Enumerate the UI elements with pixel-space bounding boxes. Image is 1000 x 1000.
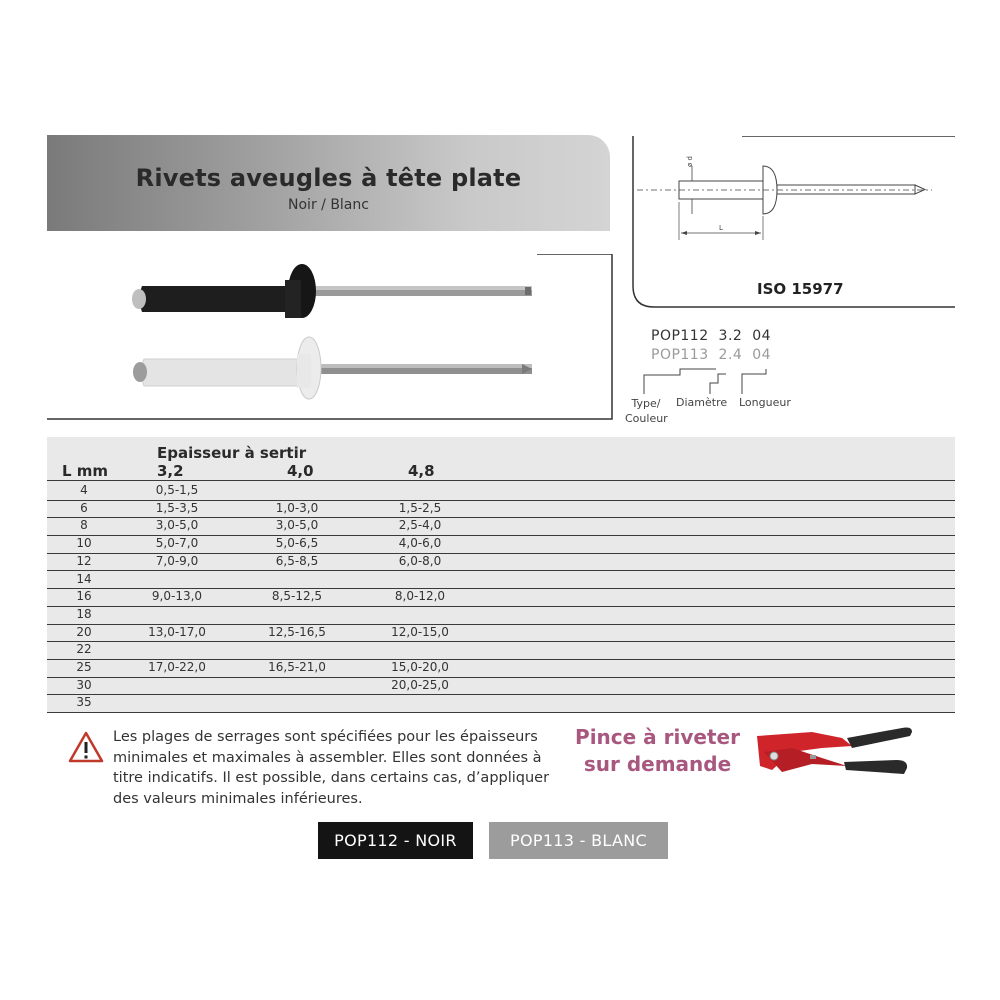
table-cell-4-8: 6,0-8,0 — [398, 553, 442, 568]
iso-dim-d: ø d — [686, 156, 694, 167]
table-cell-3-2: 0,5-1,5 — [155, 483, 199, 497]
table-cell-length: 20 — [76, 624, 92, 639]
table-cell-length: 16 — [76, 589, 92, 604]
pop112-noir-button[interactable]: POP112 - NOIR — [318, 822, 473, 859]
table-col-l: L mm — [62, 462, 109, 480]
table-cell-3-2: 1,5-3,5 — [155, 500, 199, 515]
table-cell-4-0: 12,5-16,5 — [268, 624, 326, 639]
table-cell-length: 8 — [80, 518, 88, 533]
table-cell-length: 12 — [76, 553, 92, 568]
table-cell-4-0: 6,5-8,5 — [275, 553, 319, 568]
pince-label — [565, 724, 750, 778]
rivet-pliers-image — [752, 722, 917, 784]
table-cell-length: 10 — [76, 536, 92, 551]
table-cell-4-0: 5,0-6,5 — [275, 536, 319, 551]
legend-diametre: Diamètre — [676, 396, 728, 409]
table-header-divider — [47, 480, 955, 481]
table-row — [47, 517, 955, 536]
table-row — [47, 694, 955, 713]
table-cell-length: 25 — [76, 660, 92, 674]
page-subtitle: Noir / Blanc — [288, 197, 369, 213]
table-row — [47, 606, 955, 625]
table-row — [47, 482, 955, 501]
ref-code-line1 — [651, 328, 771, 344]
table-cell-4-0: 1,0-3,0 — [275, 500, 319, 515]
table-cell-length: 14 — [76, 571, 92, 586]
legend-type-label-1: Type/ — [631, 397, 661, 410]
ref-len-1: 04 — [752, 328, 772, 344]
page-title: Rivets aveugles à tête plate — [135, 164, 522, 192]
table-group-header: Epaisseur à sertir — [157, 444, 307, 462]
table-col-4-8: 4,8 — [408, 462, 435, 480]
table-cell-4-8: 1,5-2,5 — [398, 500, 442, 515]
ref-code-line2 — [651, 347, 771, 363]
table-cell-3-2: 13,0-17,0 — [148, 624, 206, 639]
table-cell-length: 18 — [76, 606, 92, 621]
ref-diam-1: 3.2 — [718, 328, 743, 344]
legend-type-label-2: Couleur — [625, 412, 668, 425]
ref-diam-2: 2.4 — [718, 347, 743, 363]
pince-line1: Pince à riveter — [575, 725, 740, 749]
table-cell-length: 6 — [80, 500, 88, 515]
pince-line2: sur demande — [583, 752, 732, 776]
table-cell-4-8: 4,0-6,0 — [398, 536, 442, 551]
table-cell-4-8: 20,0-25,0 — [391, 677, 449, 692]
table-row — [47, 588, 955, 607]
table-cell-length: 30 — [76, 677, 92, 692]
table-row — [47, 624, 955, 643]
pop113-blanc-button[interactable]: POP113 - BLANC — [489, 822, 668, 859]
table-cell-length: 22 — [76, 642, 92, 657]
warning-text: Les plages de serrages sont spécifiées pour les épaisseurs minimales et maximales à assembler. Elles sont données à titre indicatifs. Il est possible, dans certains cas, d’appliquer des valeurs minimales inférieures. — [113, 729, 550, 807]
ref-brackets — [640, 366, 780, 396]
table-row — [47, 500, 955, 519]
iso-label: ISO 15977 — [757, 280, 844, 298]
legend-longueur: Longueur — [739, 396, 791, 409]
table-cell-4-8: 15,0-20,0 — [391, 660, 449, 674]
ref-type-2: POP113 — [651, 347, 709, 363]
table-row — [47, 535, 955, 554]
black-rivet-image — [132, 264, 532, 318]
table-col-3-2: 3,2 — [157, 462, 184, 480]
table-cell-4-0: 8,5-12,5 — [271, 589, 323, 604]
ref-type-1: POP112 — [651, 328, 709, 344]
table-cell-4-8: 2,5-4,0 — [398, 518, 442, 533]
table-cell-3-2: 3,0-5,0 — [155, 518, 199, 533]
white-rivet-image — [133, 337, 532, 399]
legend-type — [625, 396, 667, 426]
table-cell-4-8: 12,0-15,0 — [391, 624, 449, 639]
ref-len-2: 04 — [752, 347, 772, 363]
table-cell-length: 35 — [76, 695, 92, 710]
table-cell-4-0: 16,5-21,0 — [268, 660, 326, 674]
table-row — [47, 553, 955, 572]
rivet-photo — [47, 254, 613, 420]
table-cell-3-2: 7,0-9,0 — [155, 553, 199, 568]
table-row — [47, 659, 955, 678]
iso-dim-l: L — [719, 224, 723, 232]
table-cell-3-2: 5,0-7,0 — [155, 536, 199, 551]
table-row — [47, 571, 955, 590]
table-row — [47, 677, 955, 696]
table-col-4-0: 4,0 — [287, 462, 314, 480]
table-cell-3-2: 17,0-22,0 — [148, 660, 206, 674]
table-cell-3-2: 9,0-13,0 — [151, 589, 203, 604]
header — [47, 0, 610, 240]
warning-icon — [68, 731, 104, 763]
table-cell-length: 4 — [80, 483, 88, 497]
table-cell-4-0: 3,0-5,0 — [275, 518, 319, 533]
table-cell-4-8: 8,0-12,0 — [394, 589, 446, 604]
table-row — [47, 641, 955, 660]
